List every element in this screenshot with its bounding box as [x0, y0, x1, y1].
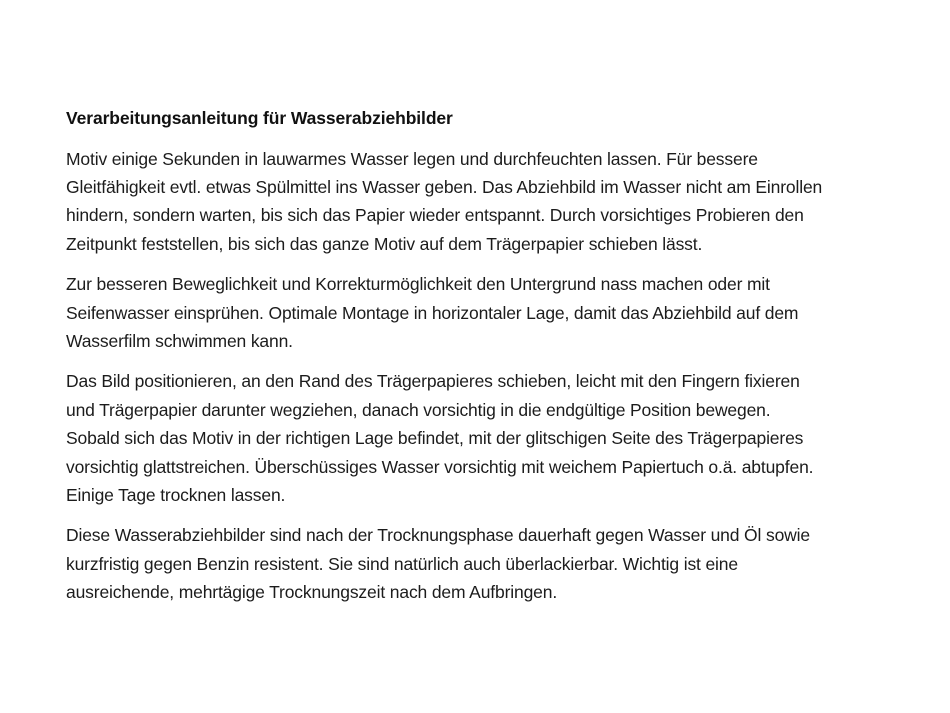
paragraph-durability — [66, 521, 910, 606]
paragraph-line: Wasserfilm schwimmen kann. — [66, 330, 293, 351]
paragraph-line: Diese Wasserabziehbilder sind nach der Trocknungsphase dauerhaft gegen Wasser und Öl sowie — [66, 525, 810, 546]
paragraph-line: Gleitfähigkeit evtl. etwas Spülmittel ins Wasser geben. Das Abziehbild im Wasser nicht am Einrollen — [66, 176, 823, 197]
paragraph-line: Zur besseren Beweglichkeit und Korrekturmöglichkeit den Untergrund nass machen oder mit — [66, 274, 770, 295]
paragraph-line: kurzfristig gegen Benzin resistent. Sie sind natürlich auch überlackierbar. Wichtig ist eine — [66, 553, 738, 574]
paragraph-line: Einige Tage trocknen lassen. — [66, 484, 286, 505]
paragraph-line: Motiv einige Sekunden in lauwarmes Wasser legen und durchfeuchten lassen. Für bessere — [66, 148, 758, 169]
paragraph-line: und Trägerpapier darunter wegziehen, danach vorsichtig in die endgültige Position bewegen. — [66, 399, 771, 420]
paragraph-line: Seifenwasser einsprühen. Optimale Montage in horizontaler Lage, damit das Abziehbild auf dem — [66, 302, 799, 323]
paragraph-soaking — [66, 145, 910, 259]
paragraph-line: Sobald sich das Motiv in der richtigen Lage befindet, mit der glitschigen Seite des Trägerpapieres — [66, 428, 804, 449]
paragraph-line: hindern, sondern warten, bis sich das Papier wieder entspannt. Durch vorsichtiges Probieren den — [66, 205, 804, 226]
paragraph-surface-prep — [66, 270, 910, 355]
paragraph-line: vorsichtig glattstreichen. Überschüssiges Wasser vorsichtig mit weichem Papiertuch o.ä. abtupfen. — [66, 456, 814, 477]
paragraph-line: Das Bild positionieren, an den Rand des Trägerpapieres schieben, leicht mit den Fingern fixieren — [66, 371, 800, 392]
document-heading: Verarbeitungsanleitung für Wasserabziehbilder — [66, 108, 453, 128]
paragraph-line: ausreichende, mehrtägige Trocknungszeit nach dem Aufbringen. — [66, 582, 558, 603]
paragraph-line: Zeitpunkt feststellen, bis sich das ganze Motiv auf dem Trägerpapier schieben lässt. — [66, 233, 703, 254]
paragraph-positioning — [66, 367, 910, 509]
